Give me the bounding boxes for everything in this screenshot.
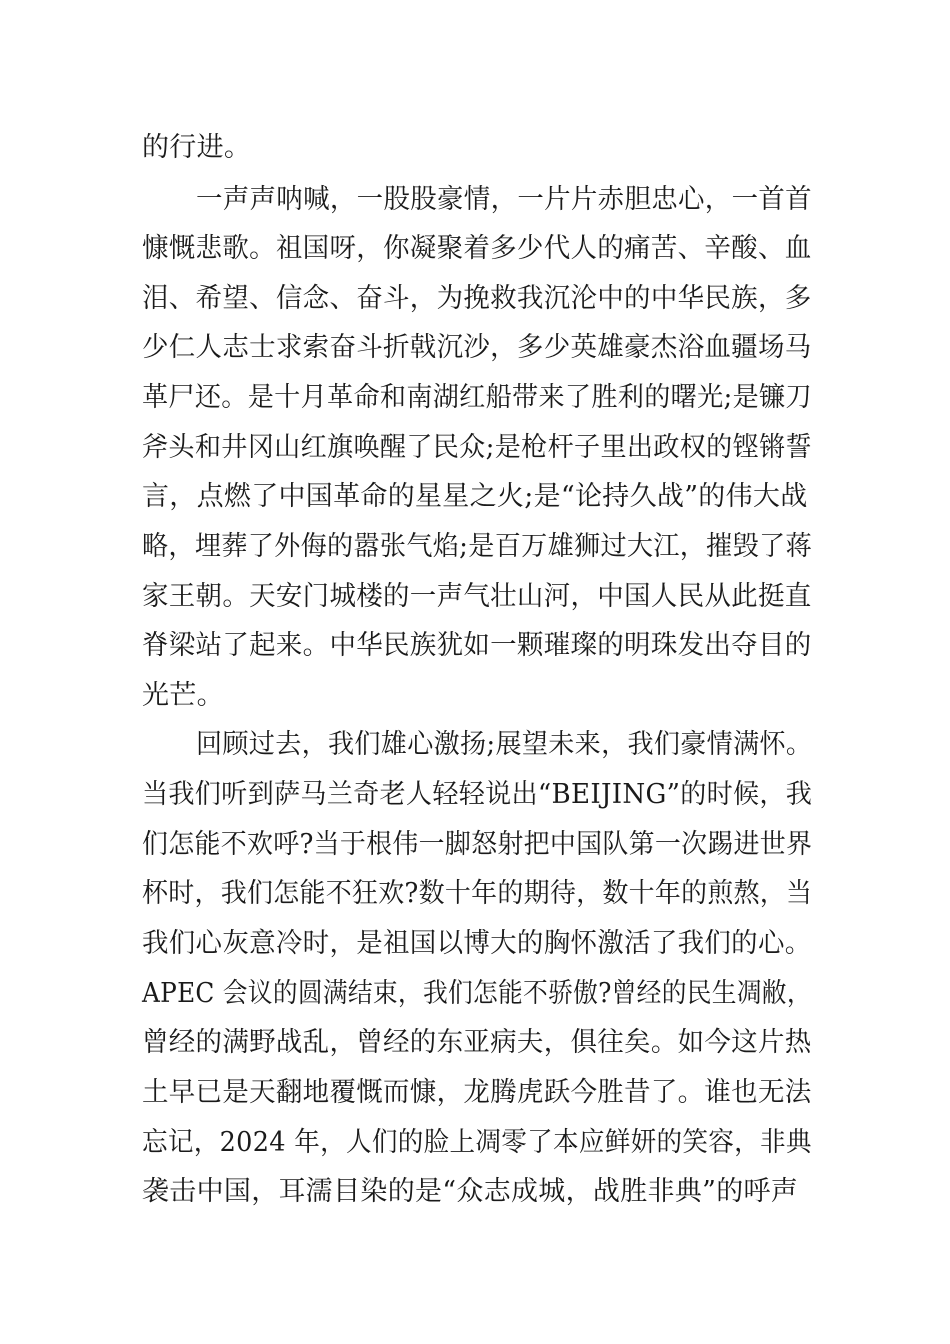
text-line: 当我们听到萨马兰奇老人轻轻说出“BEIJING”的时候，我: [142, 779, 813, 810]
text-line: 们怎能不欢呼?当于根伟一脚怒射把中国队第一次踢进世界: [142, 829, 813, 860]
text-line: 泪、希望、信念、奋斗，为挽救我沉沦中的中华民族，多: [142, 283, 812, 314]
text-line: 杯时，我们怎能不狂欢?数十年的期待，数十年的煎熬，当: [142, 878, 813, 909]
paragraph-start-line: 回顾过去，我们雄心激扬;展望未来，我们豪情满怀。: [196, 729, 813, 760]
text-line: 我们心灰意冷时，是祖国以博大的胸怀激活了我们的心。: [142, 928, 812, 959]
text-line: 忘记，2024 年，人们的脸上凋零了本应鲜妍的笑容，非典: [142, 1127, 812, 1158]
paragraph-start-line: 一声声呐喊，一股股豪情，一片片赤胆忠心，一首首: [196, 184, 812, 215]
text-line: 言，点燃了中国革命的星星之火;是“论持久战”的伟大战: [142, 481, 808, 512]
text-line: 光芒。: [142, 680, 224, 711]
text-line: 袭击中国，耳濡目染的是“众志成城，战胜非典”的呼声: [142, 1176, 799, 1207]
text-line: 慷慨悲歌。祖国呀，你凝聚着多少代人的痛苦、辛酸、血: [142, 233, 812, 264]
text-line: 略，埋葬了外侮的嚣张气焰;是百万雄狮过大江，摧毁了蒋: [142, 531, 812, 562]
text-line: 斧头和井冈山红旗唤醒了民众;是枪杆子里出政权的铿锵誓: [142, 432, 812, 463]
text-line: 少仁人志士求索奋斗折戟沉沙，多少英雄豪杰浴血疆场马: [142, 332, 812, 363]
text-line: 脊梁站了起来。中华民族犹如一颗璀璨的明珠发出夺目的: [142, 630, 812, 661]
text-line: 的行进。: [142, 132, 252, 163]
text-line: 土早已是天翻地覆慨而慷，龙腾虎跃今胜昔了。谁也无法: [142, 1077, 812, 1108]
text-line: 家王朝。天安门城楼的一声气壮山河，中国人民从此挺直: [142, 581, 812, 612]
text-line: 革尸还。是十月革命和南湖红船带来了胜利的曙光;是镰刀: [142, 382, 812, 413]
text-line: 曾经的满野战乱，曾经的东亚病夫，俱往矣。如今这片热: [142, 1027, 812, 1058]
text-line: APEC 会议的圆满结束，我们怎能不骄傲?曾经的民生凋敝，: [142, 978, 812, 1009]
